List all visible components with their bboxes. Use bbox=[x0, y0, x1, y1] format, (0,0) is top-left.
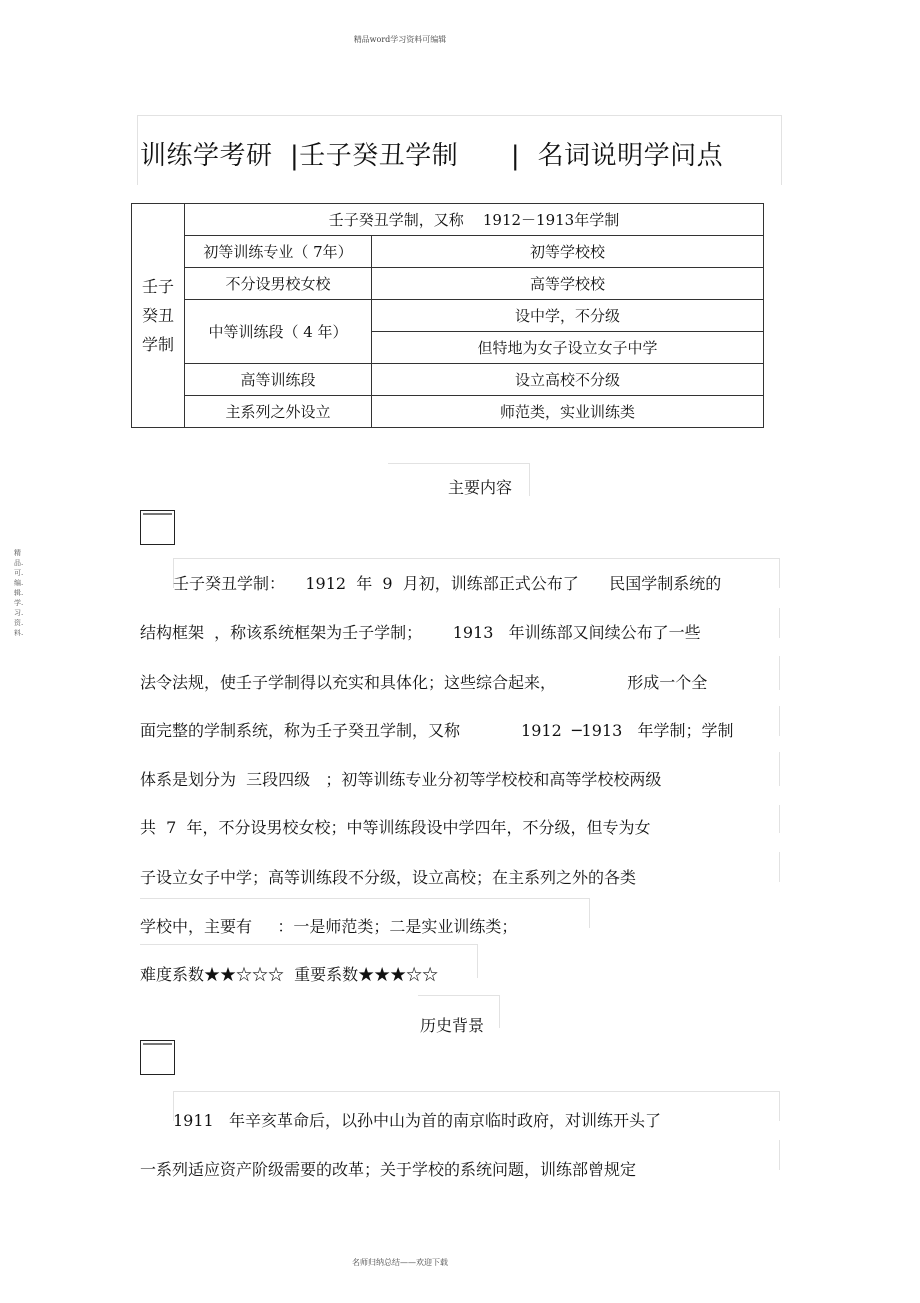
table-caption: 壬子癸丑学制，又称 1912－1913年学制 bbox=[185, 204, 764, 236]
title-guide-right bbox=[781, 115, 782, 185]
paragraph-line: 法令法规，使壬子学制得以充实和具体化；这些综合起来， 形成一个全 bbox=[140, 673, 708, 692]
table-row-detail: 师范类，实业训练类 bbox=[372, 396, 764, 428]
image-placeholder-icon bbox=[140, 510, 175, 545]
table-row-detail: 初等学校校 bbox=[372, 236, 764, 268]
image-placeholder-icon bbox=[140, 1040, 175, 1075]
section1-guide-top bbox=[388, 463, 530, 464]
paragraph-line: 结构框架 ，称该系统框架为壬子学制； 1913 年训练部又间续公布了一些 bbox=[140, 623, 701, 642]
title-guide-top bbox=[137, 115, 782, 116]
paragraph-line: 共 7 年，不分设男校女校；中等训练段设中学四年，不分级，但专为女 bbox=[140, 818, 651, 837]
section2-guide-top bbox=[418, 995, 500, 996]
header-note: 精品word学习资料可编辑 bbox=[353, 35, 447, 44]
table-row-stage: 初等训练专业（ 7年） bbox=[185, 236, 372, 268]
paragraph-line: 面完整的学制系统，称为壬子癸丑学制，又称 1912 ─1913 年学制；学制 bbox=[140, 721, 734, 740]
paragraph-line: 学校中，主要有 ：一是师范类；二是实业训练类； bbox=[140, 917, 518, 936]
para-guide bbox=[140, 944, 478, 945]
section1-guide-right bbox=[529, 463, 530, 496]
paragraph-line: 壬子癸丑学制： 1912 年 9 月初，训练部正式公布了 民国学制系统的 bbox=[173, 574, 722, 593]
paragraph-line: 1911 年辛亥革命后，以孙中山为首的南京临时政府，对训练开头了 bbox=[173, 1111, 661, 1130]
section2-guide-right bbox=[499, 995, 500, 1028]
table-row-stage: 不分设男校女校 bbox=[185, 268, 372, 300]
para-guide bbox=[173, 1091, 779, 1092]
table-row-detail: 但特地为女子设立女子中学 bbox=[372, 332, 764, 364]
para-guide bbox=[140, 898, 590, 899]
table-side-head bbox=[132, 204, 185, 428]
paragraph-line: 一系列适应资产阶级需要的改革；关于学校的系统问题，训练部曾规定 bbox=[140, 1160, 637, 1179]
schema-table bbox=[131, 203, 764, 428]
rating-line: 难度系数★★☆☆☆ 重要系数★★★☆☆ bbox=[140, 965, 439, 984]
side-head-text: 壬子 癸丑 学制 bbox=[141, 277, 174, 354]
section-title-main-content: 主要内容 bbox=[448, 478, 513, 497]
title-guide-left bbox=[137, 115, 138, 185]
table-row-detail: 高等学校校 bbox=[372, 268, 764, 300]
paragraph-line: 体系是划分为 三段四级 ；初等训练专业分初等学校校和高等学校校两级 bbox=[140, 770, 662, 789]
page-title: 训练学考研 |壬子癸丑学制 | 名词说明学问点 bbox=[140, 141, 724, 171]
paragraph-line: 子设立女子中学；高等训练段不分级，设立高校；在主系列之外的各类 bbox=[140, 868, 637, 887]
table-row-stage: 高等训练段 bbox=[185, 364, 372, 396]
footer-note: 名师归纳总结——欢迎下载 bbox=[352, 1258, 448, 1267]
table-row-stage: 主系列之外设立 bbox=[185, 396, 372, 428]
table-row-stage: 中等训练段（ 4 年） bbox=[185, 300, 372, 364]
para-guide bbox=[173, 558, 779, 559]
section-title-background: 历史背景 bbox=[420, 1016, 485, 1035]
table-row-detail: 设立高校不分级 bbox=[372, 364, 764, 396]
table-row-detail: 设中学，不分级 bbox=[372, 300, 764, 332]
side-note: 精品.可.编.辑.学.习.资.料. bbox=[14, 549, 24, 637]
